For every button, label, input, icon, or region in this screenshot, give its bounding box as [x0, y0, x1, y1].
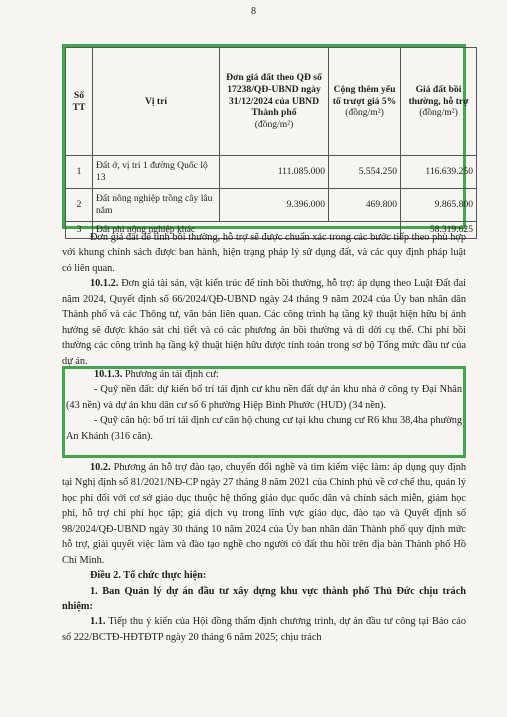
table-row	[66, 156, 477, 189]
cell-vi-tri: Đất phi nông nghiệp khác	[93, 222, 401, 239]
section-body	[62, 230, 466, 369]
header-gia-boi-thuong	[401, 48, 477, 156]
cell-vi-tri: Đất ở, vị trí 1 đường Quốc lộ 13	[93, 156, 220, 189]
section-text-10-1-2: Đơn giá tài sản, vật kiến trúc để tính bồi thường, hỗ trợ: áp dụng theo Luật Đất đai năm 2024, Quyết định số 66/2024/QĐ-UBND ngày 24 tháng 9 năm 2024 của Ủy ban nhân dân Thành phố và các Thông tư, văn bản liên quan. Các công trình hạ tầng kỹ thuật hiện hữu bị ảnh hưởng sẽ được khảo sát chi tiết và có các phương án bồi thường và di dời cụ thể. Chi phí bồi thường các công trình hạ tầng kỹ thuật hiện hữu được tính toán trong sơ bộ Tổng mức đầu tư của dự án.	[62, 278, 467, 367]
header-gia-text: Giá đất bồi thường, hỗ trợ	[408, 83, 469, 107]
section-label-10-1-3: 10.1.3.	[94, 369, 123, 380]
section-title-10-1-3: Phương án tái định cư:	[124, 369, 219, 380]
header-stt: Số TT	[66, 48, 93, 156]
paragraph-10-1-2	[62, 276, 466, 369]
section-1-title: 1. Ban Quản lý dự án đầu tư xây dựng khu vực thành phố Thủ Đức chịu trách nhiệm:	[62, 585, 466, 612]
article-2-title: Điều 2. Tổ chức thực hiện:	[90, 570, 207, 582]
cell-cong-them: 5.554.250	[329, 156, 401, 189]
paragraph-1-1	[62, 614, 466, 645]
section-label-1-1: 1.1.	[90, 616, 106, 628]
paragraph-10-2	[62, 460, 466, 568]
cell-cong-them: 469.800	[329, 189, 401, 222]
cell-gia: 116.639.250	[401, 156, 477, 189]
cell-gia: 58.319.625	[401, 222, 477, 239]
section-body-lower	[62, 460, 466, 645]
cell-vi-tri: Đất nông nghiệp trồng cây lâu năm	[93, 189, 220, 222]
resettlement-item-land: - Quỹ nền đất: dự kiến bố trí tái định cư khu nền đất dự án khu nhà ở công ty Đại Nhân (43 nền) và dự án khu dân cư số 6 phường Hiệp Bình Phước (HUD) (34 nền).	[66, 384, 462, 411]
header-cong-them-unit: (đồng/m²)	[345, 107, 384, 119]
resettlement-section	[66, 367, 462, 444]
cell-stt: 2	[66, 189, 93, 222]
section-label-10-1-2: 10.1.2.	[90, 278, 119, 290]
cell-gia: 9.865.800	[401, 189, 477, 222]
header-vi-tri: Vị trí	[93, 48, 220, 156]
table-row	[66, 189, 477, 222]
paragraph-land-price-note: Đơn giá đất để tính bồi thường, hỗ trợ sẽ được chuẩn xác trong các bước tiếp theo phù hợp với khung chính sách được ban hành, hiện trạng pháp lý sử dụng đất, và các quy định pháp luật có liên quan.	[62, 232, 466, 274]
header-don-gia	[220, 48, 329, 156]
cell-don-gia: 111.085.000	[220, 156, 329, 189]
resettlement-item-apartment: - Quỹ căn hộ: bố trí tái định cư căn hộ chung cư tại khu chung cư R6 khu 38,4ha phường An Khánh (316 căn).	[66, 415, 462, 442]
header-don-gia-unit: (đồng/m²)	[254, 119, 294, 131]
header-cong-them-text: Cộng thêm yếu tố trượt giá 5%	[332, 83, 397, 107]
section-text-1-1: Tiếp thu ý kiến của Hội đồng thẩm định chương trình, dự án đầu tư công tại Báo cáo số 222/BCTĐ-HĐTĐTP ngày 20 tháng 6 năm 2025; chịu trách	[62, 616, 466, 643]
section-1-heading	[62, 584, 466, 615]
cell-stt: 1	[66, 156, 93, 189]
resettlement-heading	[66, 367, 462, 382]
header-gia-unit: (đồng/m²)	[419, 107, 458, 119]
table-header-row	[66, 48, 477, 156]
cell-stt: 3	[66, 222, 93, 239]
cell-don-gia: 9.396.000	[220, 189, 329, 222]
page-number: 8	[251, 6, 256, 17]
land-price-table	[65, 47, 477, 239]
header-cong-them	[329, 48, 401, 156]
section-text-10-2: Phương án hỗ trợ đào tạo, chuyển đổi nghề và tìm kiếm việc làm: áp dụng quy định tại Nghị định số 81/2021/NĐ-CP ngày 27 tháng 8 năm 2021 của Chính phủ về cơ chế thu, quản lý học phí đối với cơ sở giáo dục thuộc hệ thống giáo dục quốc dân và chính sách miễn, giảm học phí, hỗ trợ chi phí học tập; giá dịch vụ trong lĩnh vực giáo dục, đào tạo và Quyết định số 98/2024/QĐ-UBND ngày 30 tháng 10 năm 2024 của Ủy ban nhân dân Thành phố quy định mức hỗ trợ, giải quyết việc làm và đào tạo nghề cho người có đất thu hồi trên địa bàn Thành phố Hồ Chí Minh.	[62, 462, 466, 566]
section-label-10-2: 10.2.	[90, 462, 111, 473]
header-don-gia-text: Đơn giá đất theo QĐ số 17238/QĐ-UBND ngày 31/12/2024 của UBND Thành phố	[226, 72, 322, 119]
article-2-heading	[62, 568, 466, 583]
